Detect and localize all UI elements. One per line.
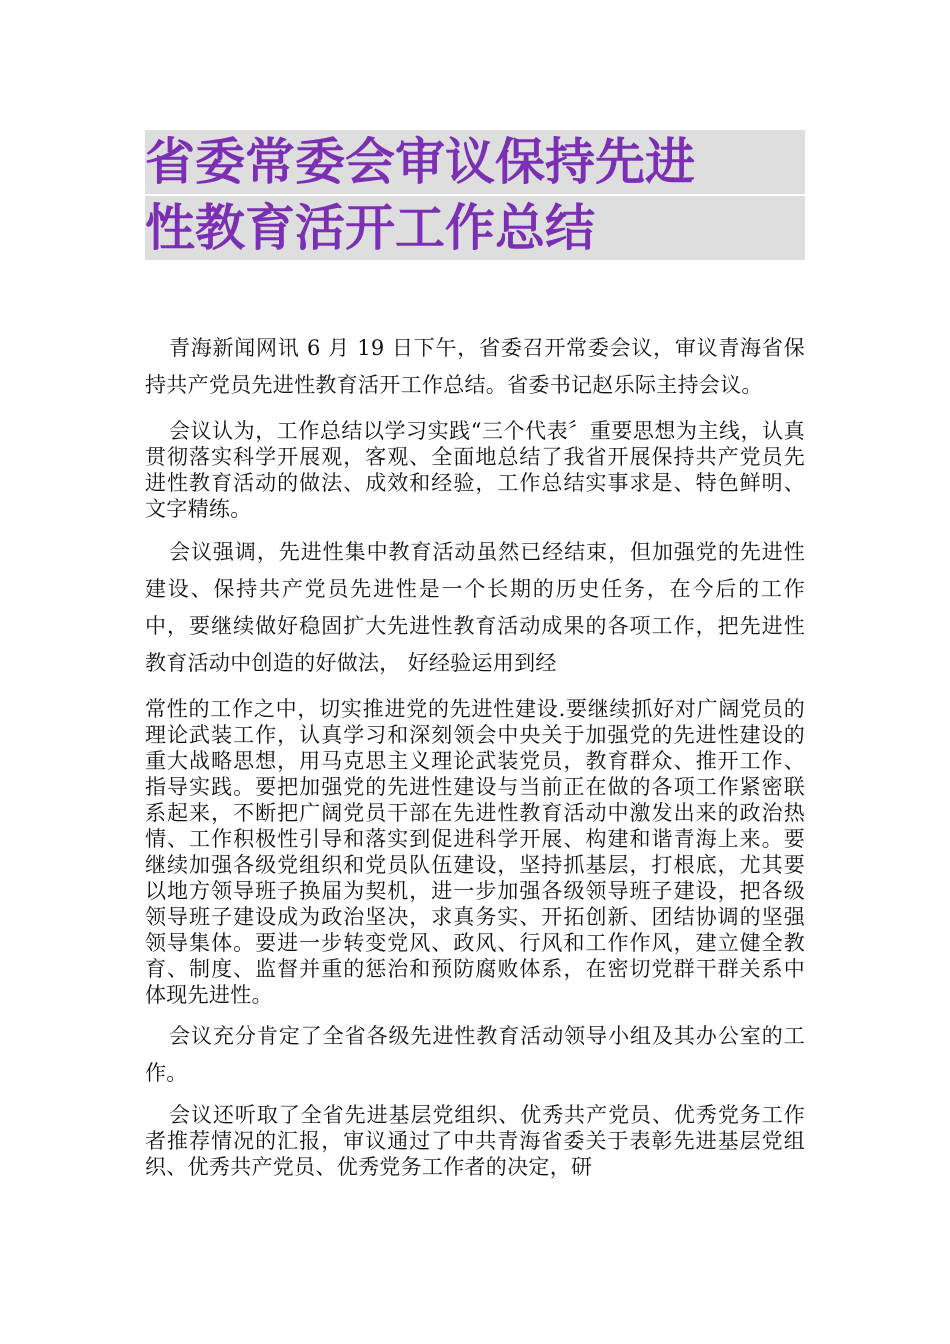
paragraph-3: 会议强调，先进性集中教育活动虽然已经结束，但加强党的先进性建设、保持共产党员先进性是一个长期的历史任务，在今后的工作中，要继续做好稳固扩大先进性教育活动成果的各项工作，把先进性教育活动中创造的好做法， 好经验运用到经: [145, 540, 805, 675]
document-title: [145, 130, 805, 260]
document-body: [145, 330, 805, 1184]
document-page: [145, 130, 805, 1179]
paragraph-1: 青海新闻网讯 6 月 19 日下午，省委召开常委会议，审议青海省保持共产党员先进性教育活开工作总结。省委书记赵乐际主持会议。: [145, 336, 805, 397]
paragraph-5: 会议充分肯定了全省各级先进性教育活动领导小组及其办公室的工作。: [145, 1024, 805, 1085]
paragraph-4: 常性的工作之中，切实推进党的先进性建设.要继续抓好对广阔党员的理论武装工作，认真学习和深刻领会中央关于加强党的先进性建设的重大战略思想，用马克思主义理论武装党员，教育群众、推开工作、指导实践。要把加强党的先进性建设与当前正在做的各项工作紧密联系起来，不断把广阔党员干部在先进性教育活动中激发出来的政治热情、工作积极性引导和落实到促进科学开展、构建和谐青海上来。要继续加强各级党组织和党员队伍建设，坚持抓基层，打根底，尤其要以地方领导班子换届为契机，进一步加强各级领导班子建设，把各级领导班子建设成为政治坚决，求真务实、开拓创新、团结协调的坚强领导集体。要进一步转变党风、政风、行风和工作作风，建立健全教育、制度、监督并重的惩治和预防腐败体系，在密切党群干群关系中体现先进性。: [145, 697, 805, 1007]
title-line-1: 省委常委会审议保持先进: [145, 133, 695, 191]
paragraph-2: 会议认为，工作总结以学习实践“三个代表〞重要思想为主线，认真贯彻落实科学开展观，客观、全面地总结了我省开展保持共产党员先进性教育活动的做法、成效和经验，工作总结实事求是、特色鲜明、文字精练。: [145, 419, 805, 521]
paragraph-6: 会议还听取了全省先进基层党组织、优秀共产党员、优秀党务工作者推荐情况的汇报，审议通过了中共青海省委关于表彰先进基层党组织、优秀共产党员、优秀党务工作者的决定，研: [145, 1103, 805, 1179]
title-line-2: 性教育活开工作总结: [145, 199, 595, 257]
